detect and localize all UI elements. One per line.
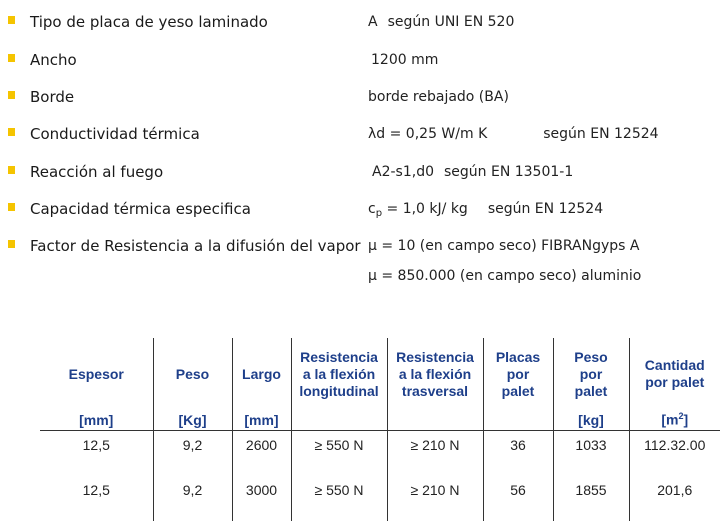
spec-value-prefix: c (368, 201, 376, 217)
unit-cell (291, 410, 387, 431)
table-header-row (40, 338, 720, 410)
spec-value-extra: según UNI EN 520 (387, 14, 515, 30)
unit-cell (483, 410, 553, 431)
unit-cell: [mm] (232, 410, 291, 431)
table-cell: 12,5 (40, 431, 153, 460)
spec-value-subscript: p (375, 208, 383, 219)
col-header-peso-palet: Peso por palet (553, 338, 629, 410)
unit-cell: [mm] (79, 412, 114, 428)
bullet-icon (8, 240, 15, 248)
table-row (40, 431, 720, 460)
col-header-resistencia-trasversal: Resistencia a la flexión trasversal (387, 338, 483, 410)
table-cell: 56 (483, 459, 553, 521)
table-cell: 201,6 (629, 459, 720, 521)
bullet-icon (8, 166, 15, 174)
table-cell: 1033 (553, 431, 629, 460)
spec-label: Ancho (30, 51, 77, 69)
spec-factor-resistencia (0, 237, 723, 293)
col-header-placas-palet: Placas por palet (483, 338, 553, 410)
col-header-resistencia-longitudinal: Resistencia a la flexión longitudinal (291, 338, 387, 410)
bullet-icon (8, 128, 15, 136)
table-cell: 112.32.00 (629, 431, 720, 460)
unit-cell: [kg] (553, 410, 629, 431)
spec-reaccion-fuego (0, 163, 723, 187)
spec-value (368, 14, 514, 30)
spec-value-main: λd = 0,25 W/m K (368, 126, 488, 142)
spec-tipo-placa (0, 13, 723, 37)
spec-value (368, 201, 603, 219)
bullet-icon (8, 54, 15, 62)
table-cell: ≥ 210 N (387, 459, 483, 521)
spec-ancho (0, 51, 723, 75)
table-row (40, 459, 720, 521)
spec-value-extra: según EN 12524 (487, 201, 604, 217)
bullet-icon (8, 91, 15, 99)
spec-value-main: A2-s1,d0 (372, 164, 434, 180)
spec-label: Reacción al fuego (30, 163, 164, 181)
unit-cell: $[m^2]$ (629, 410, 720, 431)
table-cell: 12,5 (82, 482, 110, 498)
spec-value (368, 126, 659, 142)
table-cell: 36 (483, 431, 553, 460)
table-units-row (40, 410, 720, 431)
unit-cell (387, 410, 483, 431)
spec-borde (0, 88, 723, 112)
col-header-largo: Largo (232, 338, 291, 410)
spec-value: 1200 mm (371, 52, 439, 68)
spec-value: borde rebajado (BA) (368, 89, 509, 105)
col-header-peso: Peso (153, 338, 232, 410)
spec-value (372, 164, 573, 180)
spec-value-line2: μ = 850.000 (en campo seco) aluminio (368, 268, 642, 284)
spec-conductividad (0, 125, 723, 149)
spec-label: Tipo de placa de yeso laminado (30, 13, 268, 31)
unit-cell: [Kg] (153, 410, 232, 431)
bullet-icon (8, 16, 15, 24)
table-cell: 2600 (232, 431, 291, 460)
spec-value-extra: según EN 13501-1 (443, 164, 574, 180)
spec-value: μ = 10 (en campo seco) FIBRANgyps A (368, 238, 640, 254)
table-cell: ≥ 550 N (291, 459, 387, 521)
spec-capacidad-termica (0, 200, 723, 224)
spec-value-extra: según EN 12524 (543, 126, 659, 142)
table-cell: 9,2 (153, 431, 232, 460)
table-cell: ≥ 210 N (387, 431, 483, 460)
spec-label: Factor de Resistencia a la difusión del vapor (30, 237, 361, 255)
spec-label: Borde (30, 88, 75, 106)
table-cell: ≥ 550 N (291, 431, 387, 460)
spec-label: Capacidad térmica especifica (30, 200, 251, 218)
spec-label: Conductividad térmica (30, 125, 200, 143)
table-cell: 3000 (232, 459, 291, 521)
col-header-espesor: Espesor (68, 365, 124, 382)
table-cell: 1855 (553, 459, 629, 521)
bullet-icon (8, 203, 15, 211)
spec-value-main: = 1,0 kJ/ kg (386, 201, 468, 217)
col-header-cantidad-palet: Cantidad por palet (629, 338, 720, 410)
product-table (40, 338, 720, 521)
spec-value-main: A (368, 14, 378, 30)
table-cell: 9,2 (153, 459, 232, 521)
